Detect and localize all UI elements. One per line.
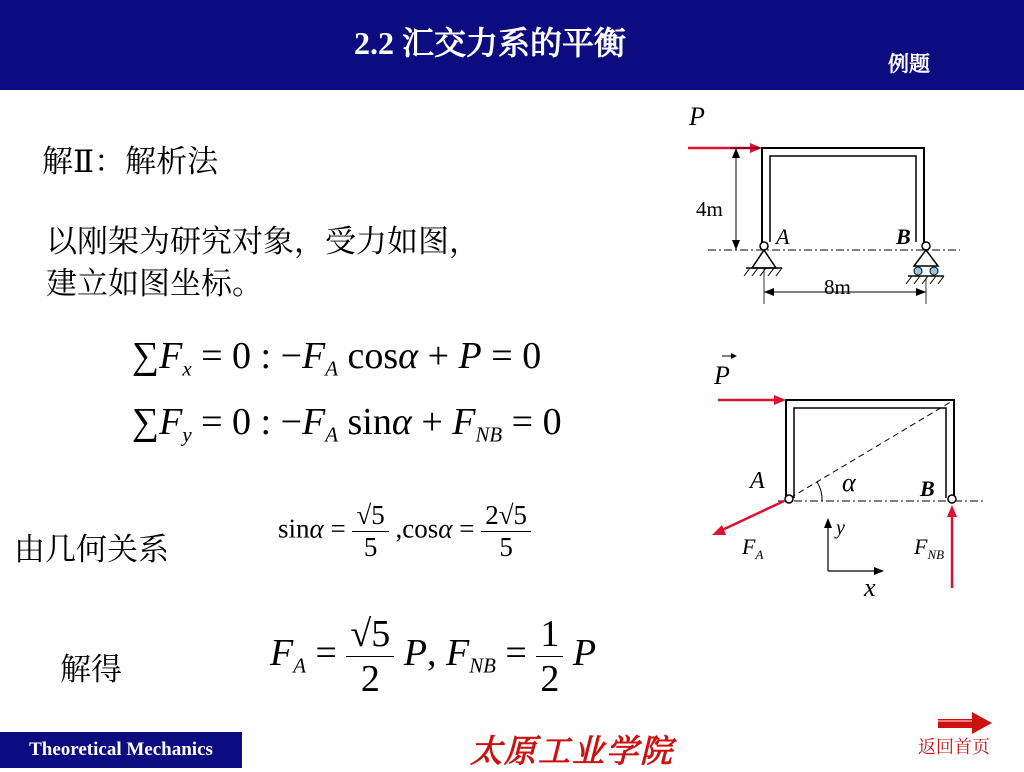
home-arrow-icon[interactable] (938, 712, 992, 734)
back-home-link[interactable]: 返回首页 (918, 737, 990, 758)
label-b: B (896, 224, 911, 249)
label-p: P (689, 102, 705, 131)
school-logo: 太原工业学院 (470, 732, 675, 770)
solve-label: 解得 (60, 652, 122, 688)
label-fa: $F_A$ (742, 534, 764, 562)
axis-x-label: x (864, 573, 876, 602)
label-b: B (920, 476, 935, 501)
label-a: A (750, 468, 765, 494)
geometry-label: 由几何关系 (14, 532, 169, 568)
label-fnb: $F_{NB}$ (914, 534, 945, 562)
trig-relations: sinα = $\frac{√5}{5}$ ,cosα = $\frac{2√5}{5}$ (278, 500, 531, 563)
label-a: A (776, 224, 790, 249)
frame-diagram (680, 92, 980, 322)
course-badge: Theoretical Mechanics (0, 732, 242, 768)
equation-sum-fx: $\sum F_x = 0$ : $-F_A$ cosα + P = 0 (132, 335, 542, 381)
page-subtitle: 例题 (888, 52, 930, 76)
method-heading: 解Ⅱ：解析法 (42, 144, 219, 180)
free-body-diagram (700, 348, 1000, 603)
result-equation: $F_A$ = $\frac{√5}{2}$ P, $F_{NB}$ = $\frac{1}{2}$ P (270, 613, 597, 700)
header-bar (0, 0, 1024, 90)
equation-sum-fy: $\sum F_y = 0$ : $-F_A$ $\sin\alpha + F_{NB} = 0$ (132, 401, 562, 447)
axis-y-label: y (836, 517, 845, 539)
page-title: 2.2 汇交力系的平衡 (353, 25, 626, 61)
label-alpha: α (842, 468, 856, 497)
intro-line-2: 建立如图坐标。 (46, 266, 263, 302)
label-width: 8m (824, 275, 851, 299)
label-height: 4m (696, 197, 723, 221)
intro-line-1: 以刚架为研究对象，受力如图， (46, 224, 480, 260)
label-p-vector: P (714, 361, 730, 390)
